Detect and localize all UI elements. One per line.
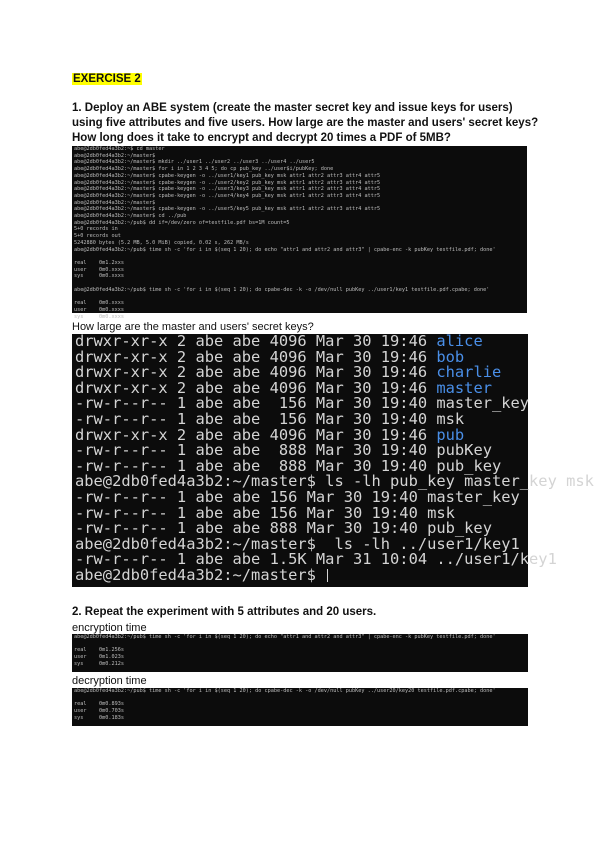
terminal-line-text: -rw-r--r-- 1 abe abe 888 Mar 30 19:40 pub_key [75, 519, 492, 538]
terminal-line-text: -rw-r--r-- 1 abe abe 156 Mar 30 19:40 master_key [75, 487, 520, 506]
terminal-line-text: drwxr-xr-x 2 abe abe 4096 Mar 30 19:46 [75, 332, 437, 350]
terminal-line: abe@2db0fed4a3b2:~/pub$ time sh -c 'for i in $(seq 1 20); do cpabe-dec -k -o /dev/null pubKey ../user1/key1 testfile.pdf.cpabe; done' [74, 286, 490, 293]
terminal-line: abe@2db0fed4a3b2:~/pub$ time sh -c 'for i in $(seq 1 20); do cpabe-dec -k -o /dev/null pubKey ../user20/key20 testfile.pdf.cpabe; done' [74, 688, 496, 694]
question-1-heading: 1. Deploy an ABE system (create the master secret key and issue keys for users) using five attributes and five users. How large are the master and users' secret keys? How long does it take to encrypt and decrypt 20 times a PDF of 5MB? [72, 102, 539, 144]
terminal-line-text: -rw-r--r-- 1 abe abe 156 Mar 30 19:40 [75, 409, 437, 428]
terminal-line [72, 695, 528, 702]
terminal-line: abe@2db0fed4a3b2:~/master$ for i in 1 2 3 4 5; do cp pub_key ../user$i/pubKey; done [74, 166, 334, 173]
terminal-line-text: -rw-r--r-- 1 abe abe 1.5K Mar 31 10:04 ../user1/key1 [75, 550, 557, 569]
decryption-time-caption: decryption time [72, 675, 147, 687]
terminal-line: 5+0 records in [74, 226, 118, 233]
terminal-line: abe@2db0fed4a3b2:~/pub$ time sh -c 'for i in $(seq 1 20); do echo "attr1 and attr2 and attr3" | cpabe-enc -k pubKey testfile.pdf; done' [74, 246, 496, 253]
file-name: pubKey [436, 441, 492, 460]
terminal-line: abe@2db0fed4a3b2:~/master$ cd ../pub [74, 213, 187, 220]
directory-name: charlie [436, 363, 502, 382]
terminal-line: abe@2db0fed4a3b2:~/master$ cpabe-keygen -o ../user4/key4 pub_key msk attr1 attr2 attr3 attr4 attr5 [74, 192, 381, 199]
terminal-line: abe@2db0fed4a3b2:~/master$ cpabe-keygen -o ../user5/key5 pub_key msk attr1 attr2 attr3 attr4 attr5 [74, 206, 381, 213]
terminal-line: abe@2db0fed4a3b2:~/master$ mkdir ../user1 ../user2 ../user3 ../user4 ../user5 [74, 159, 315, 166]
terminal-line: abe@2db0fed4a3b2:~/master$ [74, 199, 156, 206]
terminal-line: abe@2db0fed4a3b2:~/master$ cpabe-keygen -o ../user3/key3 pub_key msk attr1 attr2 attr3 attr4 attr5 [74, 186, 381, 193]
terminal-line: abe@2db0fed4a3b2:~/master$ cpabe-keygen -o ../user2/key2 pub_key msk attr1 attr2 attr3 attr4 attr5 [74, 179, 381, 186]
terminal-line-text: -rw-r--r-- 1 abe abe 888 Mar 30 19:40 [75, 456, 437, 475]
file-name: msk [436, 409, 465, 428]
terminal-line: real 0m1.256s [74, 647, 124, 654]
directory-name: bob [436, 347, 465, 366]
terminal-line: user 0m1.023s [74, 654, 124, 661]
exercise-title: EXERCISE 2 [73, 73, 141, 85]
terminal-line: sys 0m0.183s [74, 714, 124, 721]
terminal-line [72, 565, 528, 584]
terminal-line: user 0m0.703s [74, 708, 124, 715]
terminal-line-text: abe@2db0fed4a3b2:~/master$ ls -lh ../user1/key1 [75, 534, 520, 553]
terminal-screenshot-encryption-time [72, 634, 528, 672]
text-cursor [327, 569, 328, 582]
file-name: pub_key [436, 456, 502, 475]
terminal-line: abe@2db0fed4a3b2:~/pub$ time sh -c 'for i in $(seq 1 20); do echo "attr1 and attr2 and attr3" | cpabe-enc -k pubKey testfile.pdf; done' [74, 634, 496, 640]
question-2-heading: 2. Repeat the experiment with 5 attributes and 20 users. [72, 606, 377, 618]
terminal-line-text: abe@2db0fed4a3b2:~/master$ ls -lh pub_key master_key msk [75, 472, 594, 491]
terminal-line: sys 0m0.212s [74, 660, 124, 667]
encryption-time-caption: encryption time [72, 622, 147, 634]
terminal-line: abe@2db0fed4a3b2:~/pub$ dd if=/dev/zero of=testfile.pdf bs=1M count=5 [74, 219, 290, 226]
terminal-line [72, 641, 528, 648]
terminal-line-text: drwxr-xr-x 2 abe abe 4096 Mar 30 19:46 [75, 363, 437, 382]
terminal-screenshot-key-sizes [72, 332, 594, 587]
terminal-line-text: abe@2db0fed4a3b2:~/master$ [75, 565, 326, 584]
terminal-line: sys 0m0.xxxs [74, 273, 124, 280]
directory-name: master [436, 378, 492, 397]
terminal-line-text: -rw-r--r-- 1 abe abe 888 Mar 30 19:40 [75, 441, 437, 460]
terminal-line [72, 280, 527, 287]
terminal-line [72, 253, 527, 260]
terminal-line-text: drwxr-xr-x 2 abe abe 4096 Mar 30 19:46 [75, 347, 437, 366]
terminal-line: real 0m0.xxxs [74, 300, 124, 307]
directory-name: pub [436, 425, 465, 444]
terminal-line: real 0m0.893s [74, 701, 124, 708]
terminal-line: sys 0m0.xxxs [74, 313, 124, 320]
terminal-line: abe@2db0fed4a3b2:~/master$ [74, 152, 156, 159]
terminal-line: user 0m0.xxxs [74, 306, 124, 313]
terminal-line-text: drwxr-xr-x 2 abe abe 4096 Mar 30 19:46 [75, 378, 437, 397]
terminal-line-text: -rw-r--r-- 1 abe abe 156 Mar 30 19:40 [75, 394, 437, 413]
directory-name: alice [436, 332, 483, 350]
terminal-line: user 0m0.xxxs [74, 266, 124, 273]
terminal-screenshot-decryption-time [72, 688, 528, 726]
terminal-screenshot-commands [72, 146, 527, 320]
keys-size-caption: How large are the master and users' secret keys? [72, 321, 314, 333]
terminal-line: abe@2db0fed4a3b2:~$ cd master [74, 146, 165, 152]
file-name: master_key [436, 394, 530, 413]
terminal-line: 5242880 bytes (5.2 MB, 5.0 MiB) copied, 0.02 s, 262 MB/s [74, 239, 249, 246]
terminal-line: real 0m1.2xxs [74, 259, 124, 266]
terminal-line: 5+0 records out [74, 233, 121, 240]
terminal-line [72, 293, 527, 300]
terminal-line-text: -rw-r--r-- 1 abe abe 156 Mar 30 19:40 msk [75, 503, 455, 522]
terminal-line: abe@2db0fed4a3b2:~/master$ cpabe-keygen -o ../user1/key1 pub_key msk attr1 attr2 attr3 attr4 attr5 [74, 172, 381, 179]
terminal-line-text: drwxr-xr-x 2 abe abe 4096 Mar 30 19:46 [75, 425, 437, 444]
